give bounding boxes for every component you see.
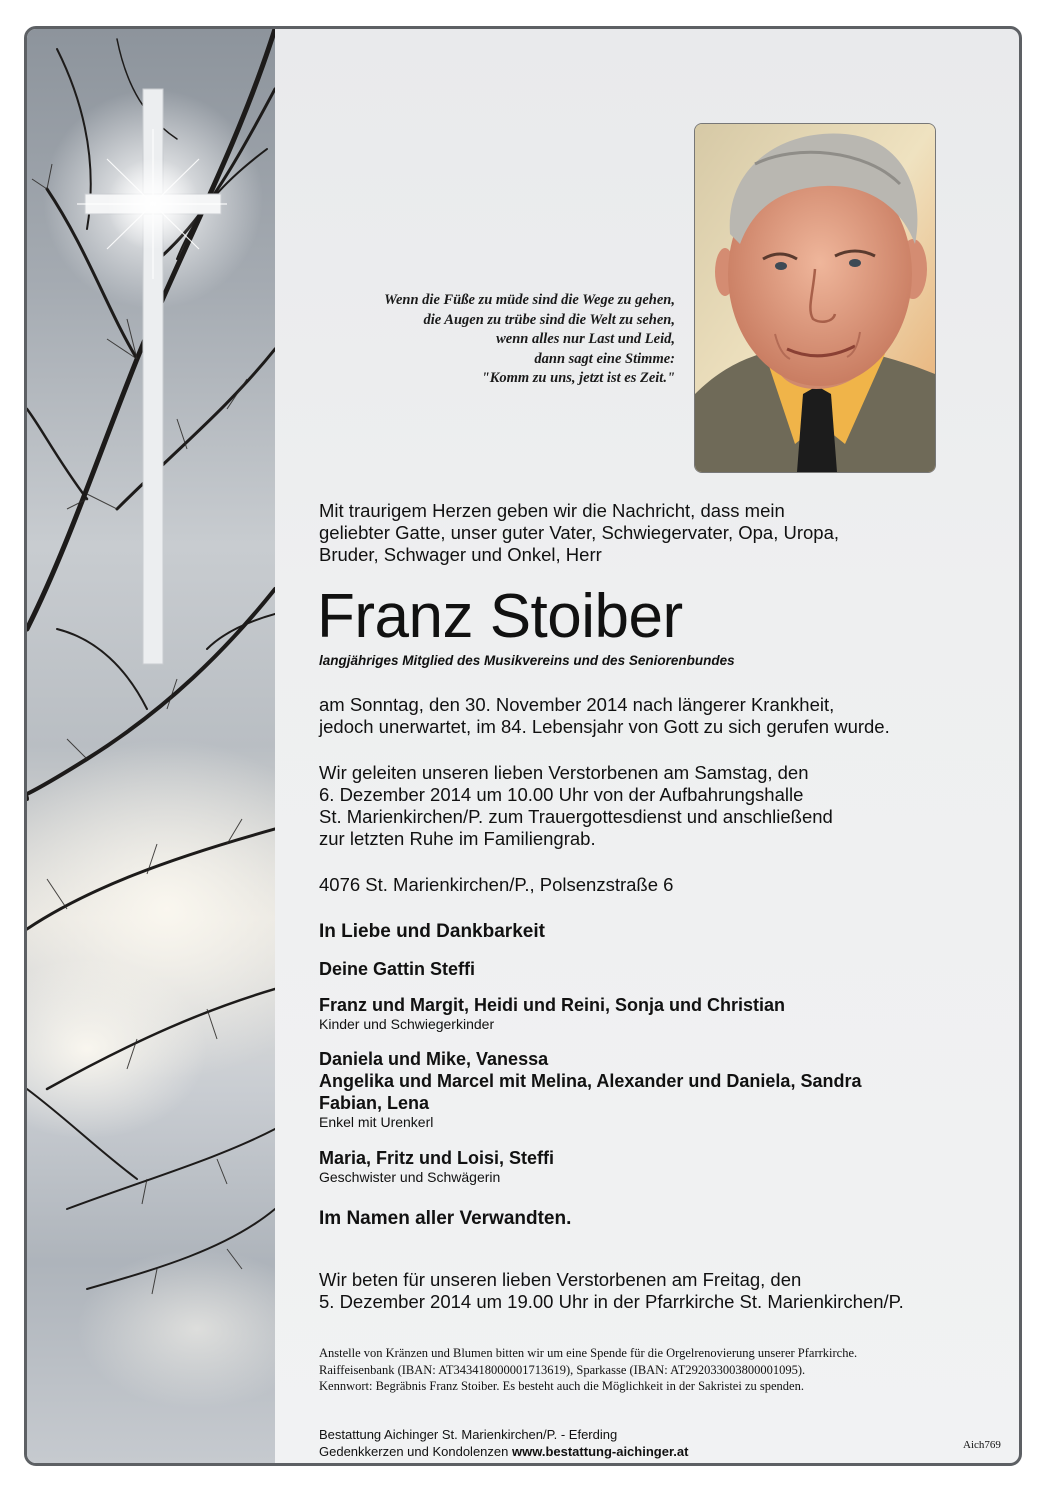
closing-line: Im Namen aller Verwandten. xyxy=(319,1208,572,1229)
portrait-photo xyxy=(694,123,936,473)
footer-line: Bestattung Aichinger St. Marienkirchen/P. - Eferding xyxy=(319,1427,618,1442)
death-notice-line: jedoch unerwartet, im 84. Lebensjahr von Gott zu sich gerufen wurde. xyxy=(319,716,890,737)
obituary-frame xyxy=(24,26,1022,1466)
death-notice xyxy=(319,694,969,738)
spouse-name: Deine Gattin Steffi xyxy=(319,959,476,979)
prayer-line: 5. Dezember 2014 um 19.00 Uhr in der Pfarrkirche St. Marienkirchen/P. xyxy=(319,1291,904,1312)
mourners-heading: In Liebe und Dankbarkeit xyxy=(319,921,545,942)
funeral-line: 6. Dezember 2014 um 10.00 Uhr von der Aufbahrungshalle xyxy=(319,784,804,805)
funeral-line: zur letzten Ruhe im Familiengrab. xyxy=(319,828,596,849)
condolence-link[interactable]: www.bestattung-aichinger.at xyxy=(511,1444,689,1459)
intro-paragraph xyxy=(319,500,919,566)
document-code: Aich769 xyxy=(963,1439,1001,1451)
sky-panel xyxy=(27,29,275,1463)
children-names: Franz und Margit, Heidi und Reini, Sonja und Christian xyxy=(319,995,786,1015)
footer-prefix: Gedenkkerzen und Kondolenzen xyxy=(319,1444,512,1459)
grandchildren-names: Angelika und Marcel mit Melina, Alexander und Daniela, Sandra xyxy=(319,1071,862,1091)
funeral-home-footer xyxy=(319,1426,688,1460)
funeral-line: Wir geleiten unseren lieben Verstorbenen am Samstag, den xyxy=(319,762,809,783)
funeral-line: St. Marienkirchen/P. zum Trauergottesdienst und anschließend xyxy=(319,806,833,827)
poem-quote: Wenn die Füße zu müde sind die Wege zu gehen, die Augen zu trübe sind die Welt zu sehen, wenn alles nur Last und Leid, dann sagt eine Stimme: "Komm zu uns, jetzt ist es Zeit." xyxy=(384,292,675,386)
prayer-notice xyxy=(319,1269,904,1313)
siblings-label: Geschwister und Schwägerin xyxy=(319,1169,501,1185)
grandchildren-label: Enkel mit Urenkerl xyxy=(319,1114,434,1130)
siblings-names: Maria, Fritz und Loisi, Steffi xyxy=(319,1148,555,1168)
grandchildren-names: Daniela und Mike, Vanessa xyxy=(319,1049,549,1069)
grandchildren-names: Fabian, Lena xyxy=(319,1093,430,1113)
grandchildren-group xyxy=(319,1048,861,1131)
portrait-illustration xyxy=(695,124,935,472)
donation-fineprint: Anstelle von Kränzen und Blumen bitten wir um eine Spende für die Orgelrenovierung unserer Pfarrkirche. Raiffeisenbank (IBAN: AT343418000001713619), Sparkasse (IBAN: AT292033003800001095). Kennwort: Begräbnis Franz Stoiber. Es besteht auch die Möglichkeit in der Sakristei zu spenden. xyxy=(319,1346,858,1393)
intro-line: Mit traurigem Herzen geben wir die Nachricht, dass mein xyxy=(319,500,785,521)
deceased-name: Franz Stoiber xyxy=(317,582,683,651)
siblings-group xyxy=(319,1147,554,1186)
intro-line: geliebter Gatte, unser guter Vater, Schwiegervater, Opa, Uropa, xyxy=(319,522,839,543)
prayer-line: Wir beten für unseren lieben Verstorbenen am Freitag, den xyxy=(319,1269,802,1290)
home-address: 4076 St. Marienkirchen/P., Polsenzstraße 6 xyxy=(319,874,674,895)
children-group xyxy=(319,994,785,1033)
funeral-details xyxy=(319,762,969,850)
intro-line: Bruder, Schwager und Onkel, Herr xyxy=(319,544,602,565)
death-notice-line: am Sonntag, den 30. November 2014 nach längerer Krankheit, xyxy=(319,694,835,715)
children-label: Kinder und Schwiegerkinder xyxy=(319,1016,495,1032)
deceased-subtitle: langjähriges Mitglied des Musikvereins und des Seniorenbundes xyxy=(319,653,735,668)
branches-illustration xyxy=(27,29,275,1466)
footer-line xyxy=(319,1443,688,1460)
